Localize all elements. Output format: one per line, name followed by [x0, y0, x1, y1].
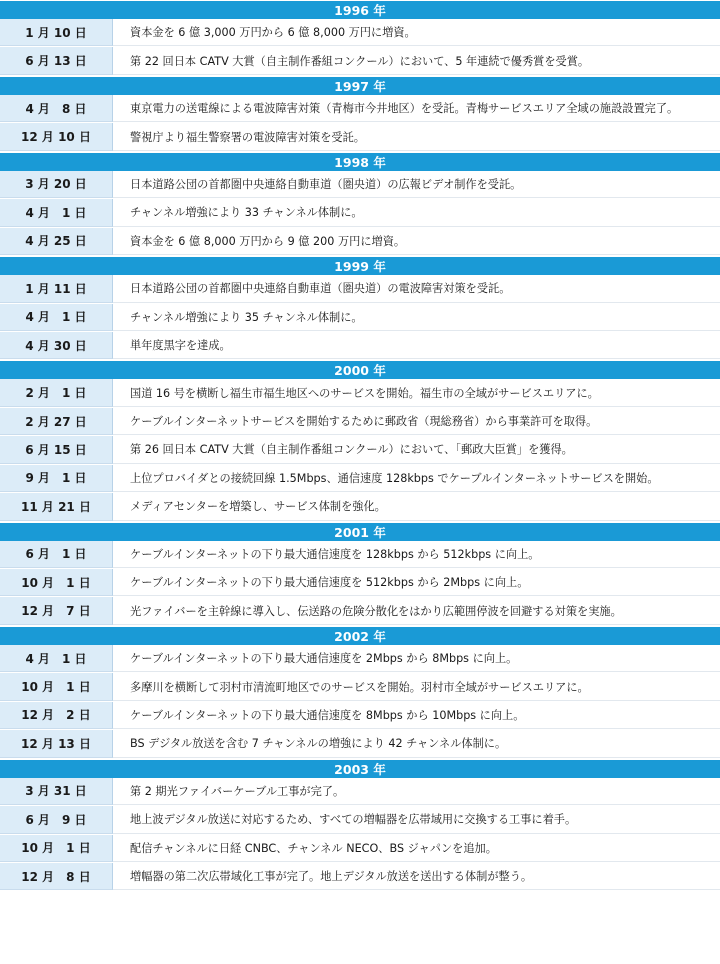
event-row — [0, 332, 720, 360]
event-row — [0, 199, 720, 227]
event-row — [0, 493, 720, 521]
event-date: 4 月 1 日 — [0, 304, 113, 331]
event-row — [0, 95, 720, 123]
event-date: 1 月 10 日 — [0, 19, 113, 46]
event-description: 多摩川を横断して羽村市清流町地区でのサービスを開始。羽村市全域がサービスエリアに。 — [113, 673, 720, 700]
event-date: 12 月 7 日 — [0, 597, 113, 624]
year-header: 2001 年 — [0, 522, 720, 541]
event-row — [0, 597, 720, 625]
event-row — [0, 379, 720, 407]
event-date: 10 月 1 日 — [0, 673, 113, 700]
event-date: 4 月 30 日 — [0, 332, 113, 359]
event-date: 12 月 10 日 — [0, 123, 113, 150]
event-date: 10 月 1 日 — [0, 569, 113, 596]
event-row — [0, 123, 720, 151]
event-date: 10 月 1 日 — [0, 835, 113, 862]
event-date: 1 月 11 日 — [0, 275, 113, 302]
event-row — [0, 863, 720, 891]
event-description: 東京電力の送電線による電波障害対策（青梅市今井地区）を受託。青梅サービスエリア全域の施設設置完了。 — [113, 95, 720, 122]
event-row — [0, 569, 720, 597]
event-date: 4 月 8 日 — [0, 95, 113, 122]
event-row — [0, 702, 720, 730]
event-date: 2 月 1 日 — [0, 379, 113, 406]
event-description: ケーブルインターネットの下り最大通信速度を 8Mbps から 10Mbps に向上。 — [113, 702, 720, 729]
event-date: 3 月 31 日 — [0, 778, 113, 805]
event-description: ケーブルインターネットの下り最大通信速度を 128kbps から 512kbps に向上。 — [113, 541, 720, 568]
event-description: 日本道路公団の首都圏中央連絡自動車道（圏央道）の電波障害対策を受託。 — [113, 275, 720, 302]
event-row — [0, 465, 720, 493]
event-date: 4 月 1 日 — [0, 199, 113, 226]
event-description: 配信チャンネルに日経 CNBC、チャンネル NECO、BS ジャパンを追加。 — [113, 835, 720, 862]
event-description: ケーブルインターネットサービスを開始するために郵政省（現総務省）から事業許可を取得。 — [113, 408, 720, 435]
event-description: 資本金を 6 億 8,000 万円から 9 億 200 万円に増資。 — [113, 228, 720, 255]
event-description: 上位プロバイダとの接続回線 1.5Mbps、通信速度 128kbps でケーブルインターネットサービスを開始。 — [113, 465, 720, 492]
event-date: 12 月 2 日 — [0, 702, 113, 729]
event-date: 12 月 13 日 — [0, 730, 113, 757]
event-row — [0, 408, 720, 436]
year-header: 1997 年 — [0, 76, 720, 95]
year-header: 1998 年 — [0, 152, 720, 171]
event-row — [0, 730, 720, 758]
event-description: 第 2 期光ファイバーケーブル工事が完了。 — [113, 778, 720, 805]
event-description: ケーブルインターネットの下り最大通信速度を 512kbps から 2Mbps に向上。 — [113, 569, 720, 596]
event-description: 単年度黒字を達成。 — [113, 332, 720, 359]
event-row — [0, 47, 720, 75]
event-description: 警視庁より福生警察署の電波障害対策を受託。 — [113, 123, 720, 150]
event-description: 第 26 回日本 CATV 大賞（自主制作番組コンクール）において、「郵政大臣賞」を獲得。 — [113, 436, 720, 463]
event-date: 2 月 27 日 — [0, 408, 113, 435]
year-header: 2003 年 — [0, 759, 720, 778]
event-date: 4 月 1 日 — [0, 645, 113, 672]
event-description: BS デジタル放送を含む 7 チャンネルの増強により 42 チャンネル体制に。 — [113, 730, 720, 757]
event-row — [0, 541, 720, 569]
event-date: 6 月 1 日 — [0, 541, 113, 568]
event-row — [0, 304, 720, 332]
event-description: チャンネル増強により 33 チャンネル体制に。 — [113, 199, 720, 226]
event-description: チャンネル増強により 35 チャンネル体制に。 — [113, 304, 720, 331]
event-row — [0, 645, 720, 673]
event-row — [0, 171, 720, 199]
event-date: 9 月 1 日 — [0, 465, 113, 492]
year-header: 1999 年 — [0, 256, 720, 275]
event-description: ケーブルインターネットの下り最大通信速度を 2Mbps から 8Mbps に向上。 — [113, 645, 720, 672]
event-date: 6 月 9 日 — [0, 806, 113, 833]
event-row — [0, 778, 720, 806]
event-description: 増幅器の第二次広帯域化工事が完了。地上デジタル放送を送出する体制が整う。 — [113, 863, 720, 890]
event-description: 第 22 回日本 CATV 大賞（自主制作番組コンクール）において、5 年連続で優秀賞を受賞。 — [113, 47, 720, 74]
event-date: 6 月 13 日 — [0, 47, 113, 74]
event-date: 3 月 20 日 — [0, 171, 113, 198]
event-date: 6 月 15 日 — [0, 436, 113, 463]
event-row — [0, 673, 720, 701]
event-date: 4 月 25 日 — [0, 228, 113, 255]
event-date: 11 月 21 日 — [0, 493, 113, 520]
event-row — [0, 806, 720, 834]
event-description: メディアセンターを増築し、サービス体制を強化。 — [113, 493, 720, 520]
event-row — [0, 19, 720, 47]
year-header: 2002 年 — [0, 626, 720, 645]
event-description: 光ファイバーを主幹線に導入し、伝送路の危険分散化をはかり広範囲停波を回避する対策を実施。 — [113, 597, 720, 624]
event-row — [0, 275, 720, 303]
event-description: 国道 16 号を横断し福生市福生地区へのサービスを開始。福生市の全域がサービスエリアに。 — [113, 379, 720, 406]
event-row — [0, 228, 720, 256]
year-header: 2000 年 — [0, 360, 720, 379]
event-description: 日本道路公団の首都圏中央連絡自動車道（圏央道）の広報ビデオ制作を受託。 — [113, 171, 720, 198]
event-description: 資本金を 6 億 3,000 万円から 6 億 8,000 万円に増資。 — [113, 19, 720, 46]
event-row — [0, 436, 720, 464]
event-row — [0, 835, 720, 863]
year-header: 1996 年 — [0, 0, 720, 19]
event-date: 12 月 8 日 — [0, 863, 113, 890]
event-description: 地上波デジタル放送に対応するため、すべての増幅器を広帯域用に交換する工事に着手。 — [113, 806, 720, 833]
